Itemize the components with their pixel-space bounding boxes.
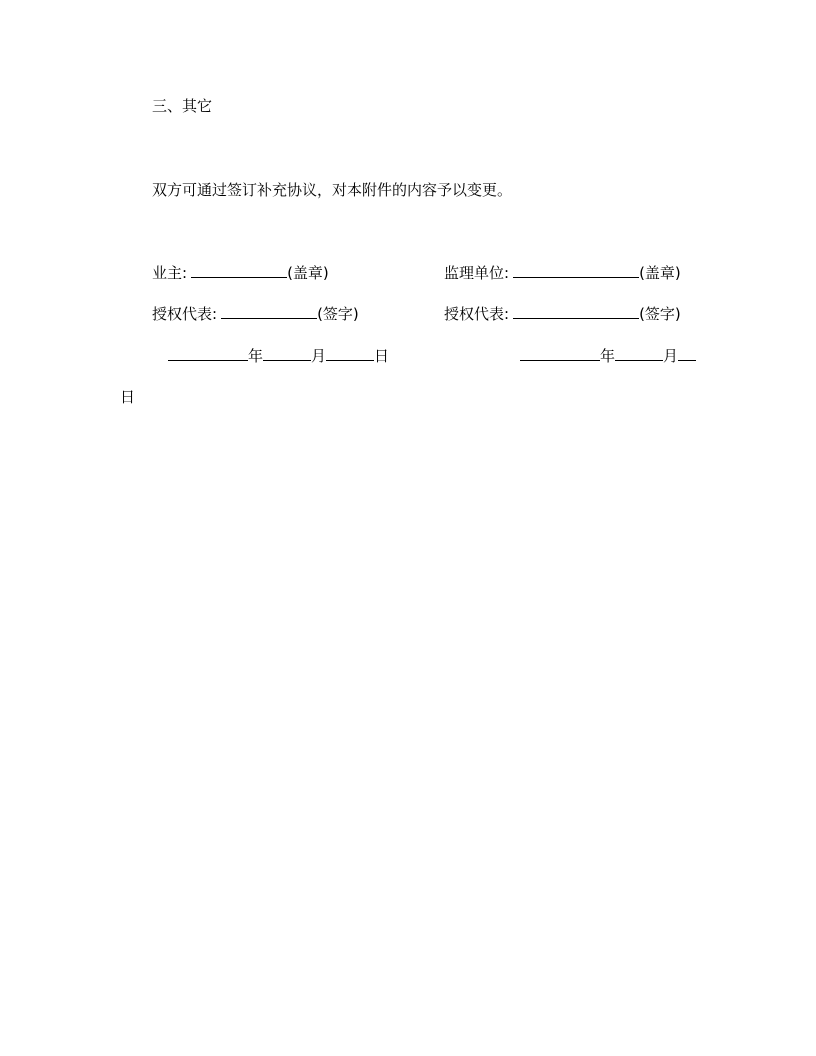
supervisor-rep-label: 授权代表: — [444, 305, 510, 323]
owner-month-label: 月 — [311, 347, 327, 365]
owner-day-blank — [326, 345, 374, 361]
owner-seal-note: (盖章) — [287, 264, 329, 282]
supervisor-sign-note: (签字) — [639, 305, 681, 323]
supervisor-date-line — [520, 345, 696, 365]
supervisor-year-blank — [520, 345, 600, 361]
section-heading: 三、其它 — [152, 97, 213, 115]
owner-rep-label: 授权代表: — [152, 305, 218, 323]
supervisor-rep-blank — [513, 303, 639, 319]
owner-signature-line — [152, 262, 329, 282]
owner-month-blank — [263, 345, 311, 361]
supervisor-seal-blank — [513, 262, 639, 278]
supervisor-month-label: 月 — [663, 347, 679, 365]
supervisor-rep-line — [444, 303, 681, 323]
owner-day-label: 日 — [374, 347, 390, 365]
supervisor-month-blank — [615, 345, 663, 361]
owner-seal-blank — [191, 262, 287, 278]
owner-label: 业主: — [152, 264, 188, 282]
supervisor-day-label-wrapped: 日 — [120, 388, 136, 406]
owner-rep-line — [152, 303, 359, 323]
body-paragraph: 双方可通过签订补充协议，对本附件的内容予以变更。 — [152, 181, 513, 199]
owner-rep-blank — [221, 303, 317, 319]
supervisor-seal-note: (盖章) — [639, 264, 681, 282]
supervisor-label: 监理单位: — [444, 264, 510, 282]
owner-sign-note: (签字) — [317, 305, 359, 323]
owner-year-label: 年 — [248, 347, 264, 365]
owner-year-blank — [168, 345, 248, 361]
supervisor-signature-line — [444, 262, 681, 282]
supervisor-year-label: 年 — [600, 347, 616, 365]
supervisor-day-blank — [678, 345, 696, 361]
owner-date-line — [168, 345, 389, 365]
